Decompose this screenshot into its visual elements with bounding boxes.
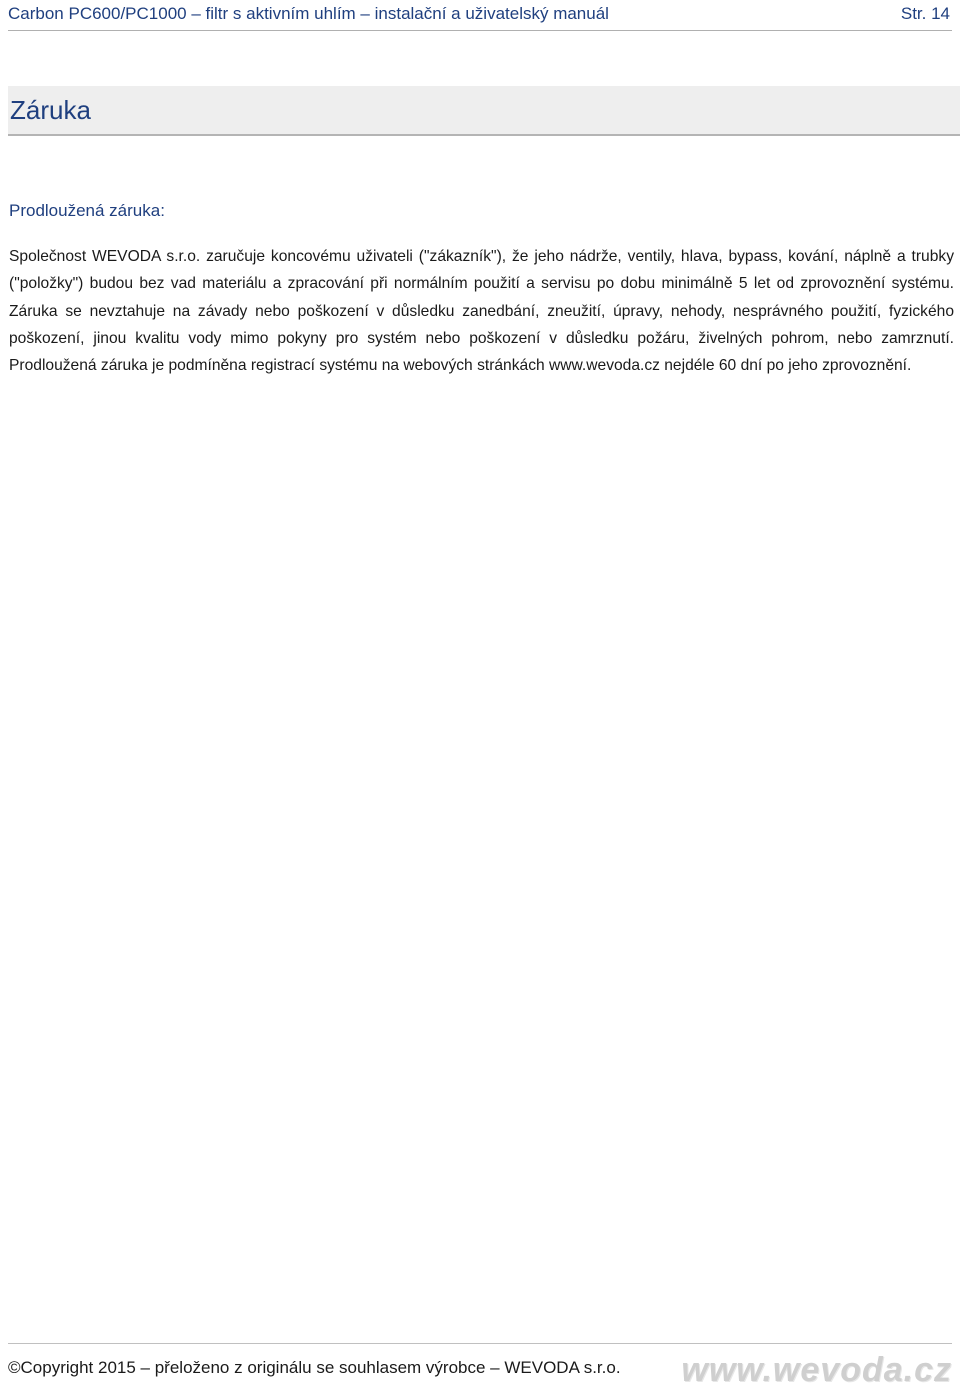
subheading: Prodloužená záruka: <box>9 201 165 220</box>
copyright-notice: ©Copyright 2015 – přeloženo z originálu se souhlasem výrobce – WEVODA s.r.o. <box>8 1358 621 1377</box>
warranty-paragraph: Společnost WEVODA s.r.o. zaručuje koncovému uživateli ("zákazník"), že jeho nádrže, ventily, hlava, bypass, kování, náplně a trubky ("položky") budou bez vad materiálu a zpracování při normálním použití a servisu po dobu minimálně 5 let od zprovoznění systému. Záruka se nevztahuje na závady nebo poškození v důsledku zanedbání, zneužití, úpravy, nehody, nesprávného použití, fyzického poškození, jinou kvalitu vody mimo pokyny pro systém nebo poškození v důsledku požáru, živelných pohrom, nebo zamrznutí. Prodloužená záruka je podmíněna registrací systému na webových stránkách www.wevoda.cz nejdéle 60 dní po jeho zprovoznění. <box>9 248 954 375</box>
wevoda-logo: www.wevoda.cz <box>681 1351 952 1389</box>
page-number: Str. 14 <box>900 4 950 23</box>
section-heading-bar <box>8 86 960 136</box>
page-header <box>8 0 952 31</box>
section-heading: Záruka <box>10 95 91 125</box>
page-footer <box>8 1343 952 1400</box>
document-title: Carbon PC600/PC1000 – filtr s aktivním uhlím – instalační a uživatelský manuál <box>8 4 609 23</box>
